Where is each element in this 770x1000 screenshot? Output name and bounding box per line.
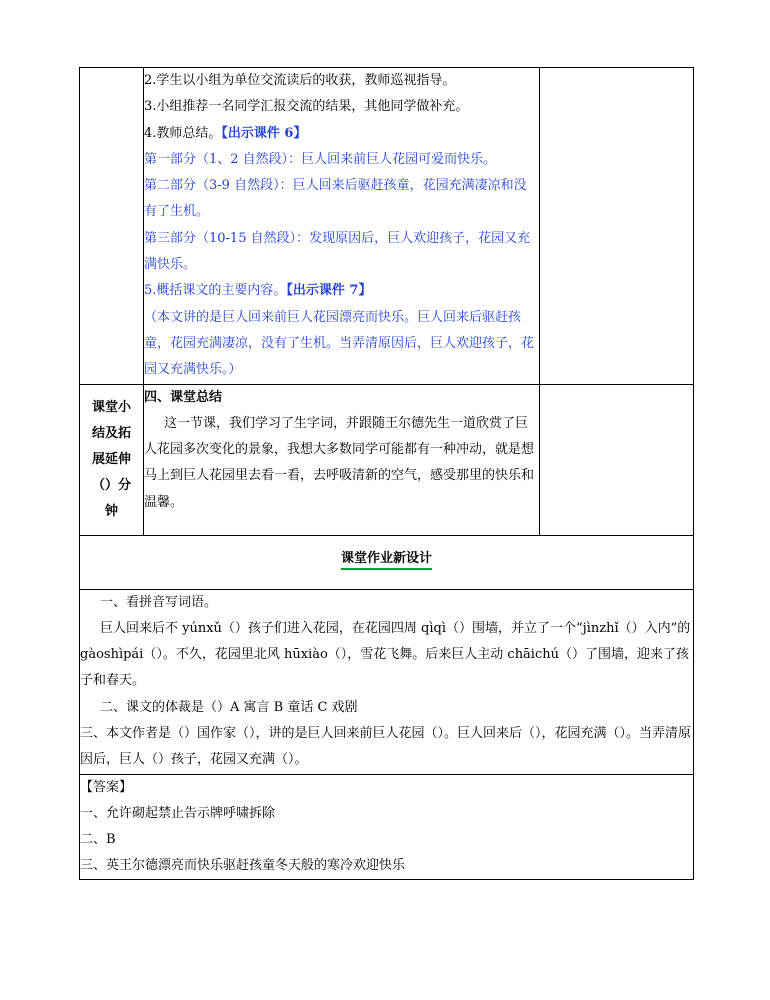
question-1-body: 巨人回来后不 yúnxǔ（）孩子们进入花园，在花园四周 qìqì（）围墙，并立了一个“jìnzhǐ（）入内”的gàoshìpái（）。不久，花园里北风 hūxiào（），雪花飞舞。后来巨人主动 chāichú（）了围墙，迎来了孩子和春天。 — [80, 620, 691, 689]
homework-title: 课堂作业新设计 — [341, 551, 432, 570]
question-2: 二、课文的体裁是（）A 寓言 B 童话 C 戏剧 — [100, 699, 358, 715]
part-one-summary: 第一部分（1、2 自然段）：巨人回来前巨人花园可爱而快乐。 — [144, 151, 497, 167]
courseware-tag-7: 【出示课件 7】 — [286, 283, 372, 299]
part-two-summary: 第二部分（3-9 自然段）：巨人回来后驱赶孩童，花园充满凄凉和没有了生机。 — [144, 178, 527, 220]
process-line-3: 3.小组推荐一名同学汇报交流的结果，其他同学做补充。 — [144, 99, 469, 115]
teaching-process-row — [80, 68, 694, 385]
teaching-process-cell — [144, 68, 540, 385]
summary-notes-cell — [540, 384, 694, 535]
part-three-summary: 第三部分（10-15 自然段）：发现原因后，巨人欢迎孩子，花园又充满快乐。 — [144, 230, 531, 273]
homework-cell — [80, 589, 694, 774]
notes-cell — [540, 68, 694, 385]
lesson-plan-table — [79, 67, 694, 880]
question-1-title: 一、看拼音写词语。 — [100, 594, 218, 610]
answers-header: 【答案】 — [80, 779, 133, 795]
step-label-cell — [80, 68, 144, 385]
process-line-5 — [144, 278, 539, 304]
summary-title: 四、课堂总结 — [144, 389, 223, 405]
answer-3: 三、英王尔德漂亮而快乐驱赶孩童冬天般的寒冷欢迎快乐 — [80, 857, 406, 873]
answers-cell — [80, 774, 694, 879]
answer-1: 一、允许砌起禁止告示牌呼啸拆除 — [80, 805, 276, 821]
homework-title-row — [80, 535, 694, 589]
summary-row — [80, 384, 694, 535]
process-line-2: 2.学生以小组为单位交流读后的收获，教师巡视指导。 — [144, 73, 456, 88]
homework-title-cell — [80, 535, 694, 589]
homework-row — [80, 589, 694, 774]
answers-row — [80, 774, 694, 879]
courseware-tag-6: 【出示课件 6】 — [221, 125, 307, 141]
summary-body: 这一节课，我们学习了生字词，并跟随王尔德先生一道欣赏了巨人花园多次变化的景象，我想大多数同学可能都有一种冲动，就是想马上到巨人花园里去看一看，去呼吸清新的空气，感受那里的快乐和温馨。 — [144, 415, 535, 510]
question-3: 三、本文作者是（）国作家（），讲的是巨人回来前巨人花园（）。巨人回来后（），花园充满（）。当弄清原因后，巨人（）孩子，花园又充满（）。 — [80, 726, 692, 768]
summary-label: 课堂小结及拓展延伸（）分钟 — [80, 384, 144, 535]
main-content-summary: （本文讲的是巨人回来前巨人花园漂亮而快乐。巨人回来后驱赶孩童，花园充满凄凉，没有了生机。当弄清原因后，巨人欢迎孩子，花园又充满快乐。） — [144, 309, 535, 378]
process-line-4 — [144, 121, 539, 147]
summary-cell — [144, 384, 540, 535]
answer-2: 二、B — [80, 831, 116, 847]
process-line-5-text: 5.概括课文的主要内容。 — [144, 283, 287, 299]
process-line-4-text: 4.教师总结。 — [144, 125, 222, 141]
